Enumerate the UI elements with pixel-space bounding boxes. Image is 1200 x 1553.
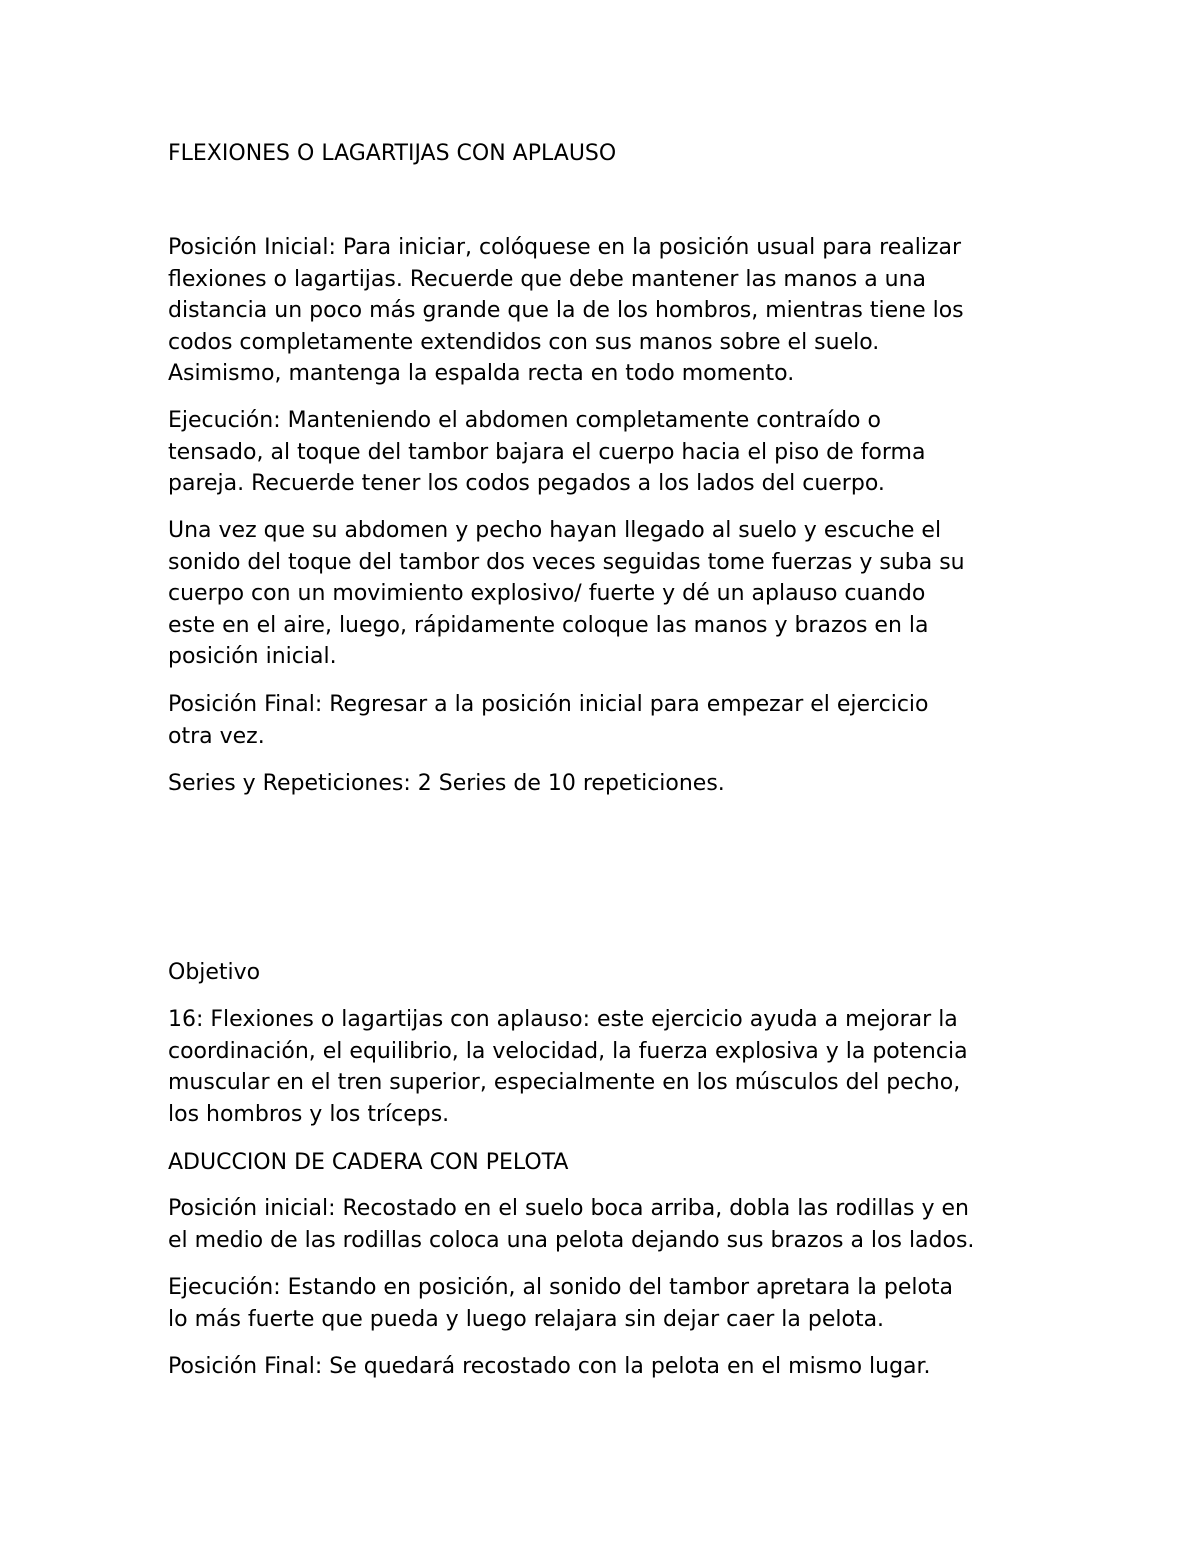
paragraph-aduccion-ejecucion: Ejecución: Estando en posición, al sonido del tambor apretara la pelota lo más fuerte que pueda y luego relajara sin dejar caer la pelota. xyxy=(168,1275,954,1332)
paragraph-objetivo-descripcion: 16: Flexiones o lagartijas con aplauso: este ejercicio ayuda a mejorar la coordinación, el equilibrio, la velocidad, la fuerza explosiva y la potencia muscular en el tren superior, especialmente en los músculos del pecho, los hombros y los tríceps. xyxy=(168,1007,968,1127)
paragraph-continuacion: Una vez que su abdomen y pecho hayan llegado al suelo y escuche el sonido del toque del tambor dos veces seguidas tome fuerzas y suba su cuerpo con un movimiento explosivo/ fuerte y dé un aplauso cuando este en el aire, luego, rápidamente coloque las manos y brazos en la posición inicial. xyxy=(168,518,965,669)
paragraph-posicion-final: Posición Final: Regresar a la posición inicial para empezar el ejercicio otra vez. xyxy=(168,692,929,749)
exercise-title-aduccion: ADUCCION DE CADERA CON PELOTA xyxy=(168,1150,569,1175)
paragraph-aduccion-posicion-inicial: Posición inicial: Recostado en el suelo boca arriba, dobla las rodillas y en el medio de las rodillas coloca una pelota dejando sus brazos a los lados. xyxy=(168,1196,975,1253)
exercise-title-flexiones: FLEXIONES O LAGARTIJAS CON APLAUSO xyxy=(168,141,617,166)
paragraph-aduccion-posicion-final: Posición Final: Se quedará recostado con la pelota en el mismo lugar. xyxy=(168,1354,931,1379)
paragraph-series-repeticiones: Series y Repeticiones: 2 Series de 10 repeticiones. xyxy=(168,771,725,796)
heading-objetivo: Objetivo xyxy=(168,960,261,985)
paragraph-posicion-inicial: Posición Inicial: Para iniciar, colóquese en la posición usual para realizar flexiones o lagartijas. Recuerde que debe mantener las manos a una distancia un poco más grande que la de los hombros, mientras tiene los codos completamente extendidos con sus manos sobre el suelo. Asimismo, mantenga la espalda recta en todo momento. xyxy=(168,235,964,386)
paragraph-ejecucion: Ejecución: Manteniendo el abdomen completamente contraído o tensado, al toque del tambor bajara el cuerpo hacia el piso de forma pareja. Recuerde tener los codos pegados a los lados del cuerpo. xyxy=(168,408,926,496)
